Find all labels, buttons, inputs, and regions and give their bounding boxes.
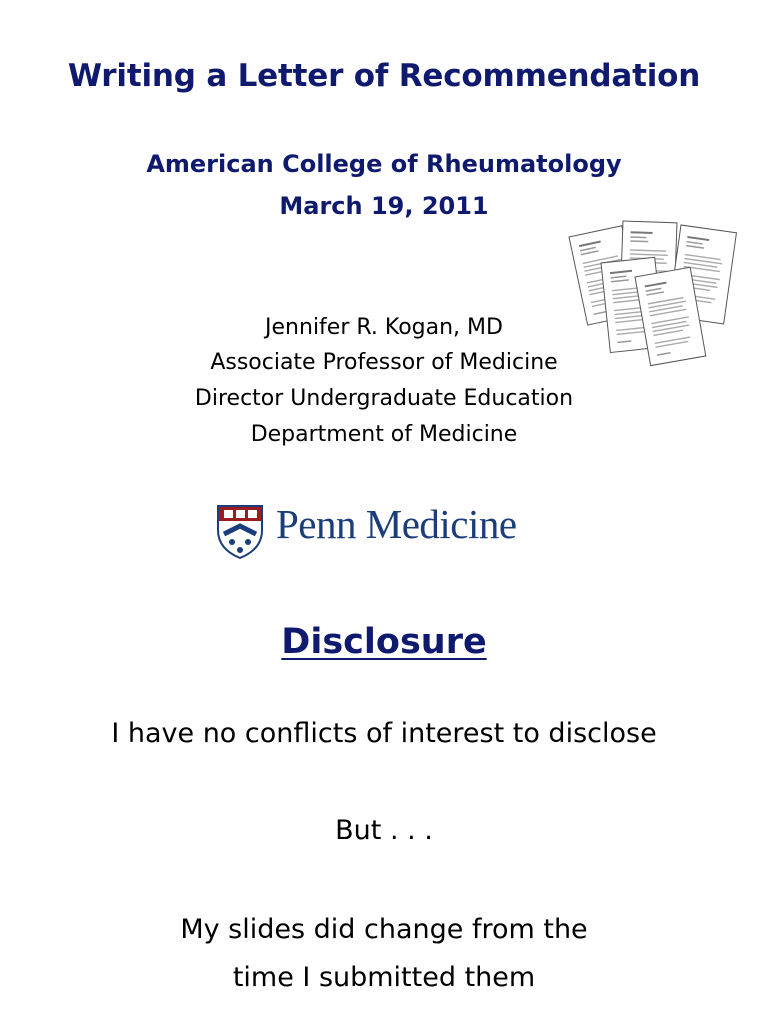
author-department: Department of Medicine [250,422,518,447]
stacked-letters-icon [565,215,750,370]
disclosure-heading: Disclosure [281,622,487,662]
organization-name: American College of Rheumatology [146,150,622,178]
presentation-date: March 19, 2011 [279,192,489,220]
disclosure-line: I have no conflicts of interest to disclose [111,718,657,749]
author-role: Associate Professor of Medicine [210,350,558,375]
author-position: Director Undergraduate Education [194,386,574,411]
penn-medicine-wordmark: Penn Medicine [276,501,517,547]
slide-title: Writing a Letter of Recommendation [67,58,701,94]
author-name: Jennifer R. Kogan, MD [265,315,503,340]
penn-medicine-logo [216,500,556,560]
disclosure-line: But . . . [335,815,433,846]
disclosure-line: My slides did change from the [180,914,588,945]
disclosure-line: time I submitted them [232,962,536,993]
penn-shield-icon [216,504,264,560]
